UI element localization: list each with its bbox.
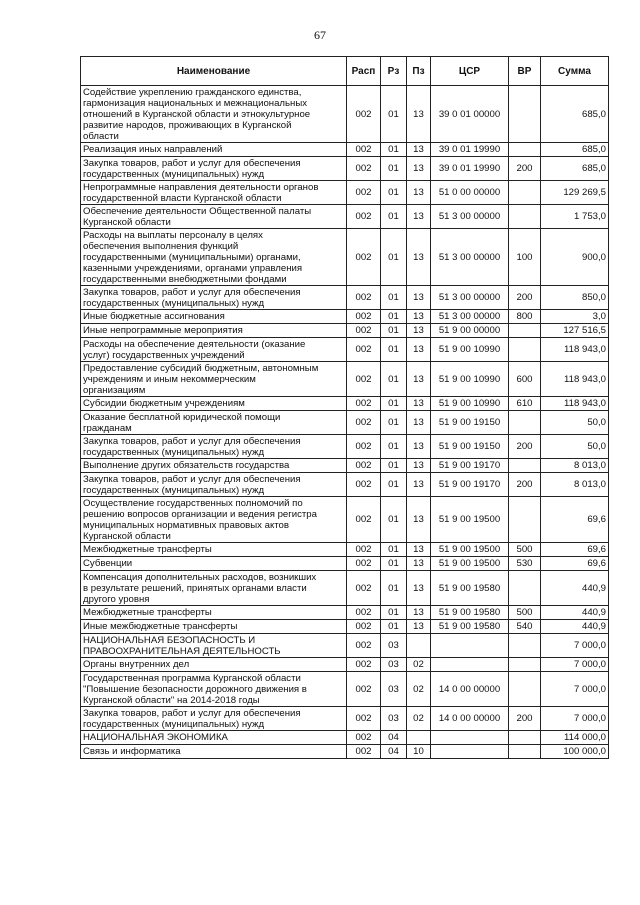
- cell-name-line: Межбюджетные трансферты: [83, 544, 212, 555]
- cell-vr: [509, 143, 541, 157]
- cell-rz: 01: [381, 557, 407, 571]
- header-vr: ВР: [509, 57, 541, 86]
- cell-name-line: Курганской области: [83, 530, 171, 542]
- cell-name: [81, 435, 347, 459]
- cell-vr: 530: [509, 557, 541, 571]
- cell-pz: 13: [407, 143, 431, 157]
- cell-rz: 01: [381, 497, 407, 543]
- cell-name-line: Закупка товаров, работ и услуг для обеспечения: [83, 286, 301, 298]
- table-row: [81, 181, 609, 205]
- table-row: [81, 397, 609, 411]
- table-row: [81, 310, 609, 324]
- cell-rasp: 002: [347, 473, 381, 497]
- cell-sum: 50,0: [541, 435, 609, 459]
- cell-name: [81, 731, 347, 745]
- cell-sum: 440,9: [541, 606, 609, 620]
- table-row: [81, 411, 609, 435]
- cell-rz: 01: [381, 143, 407, 157]
- cell-csr: 51 9 00 10990: [431, 397, 509, 411]
- cell-name-line: Курганской области" на 2014-2018 годы: [83, 694, 260, 706]
- cell-name-line: отношений в Курганской области и этнокультурное: [83, 108, 311, 120]
- cell-rz: 01: [381, 620, 407, 634]
- cell-sum: 685,0: [541, 143, 609, 157]
- cell-sum: 3,0: [541, 310, 609, 324]
- cell-vr: [509, 497, 541, 543]
- table-row: [81, 86, 609, 143]
- cell-name-line: Курганской области: [83, 216, 171, 228]
- header-csr: ЦСР: [431, 57, 509, 86]
- cell-rasp: 002: [347, 543, 381, 557]
- cell-rz: 01: [381, 435, 407, 459]
- cell-name: [81, 229, 347, 286]
- cell-sum: 685,0: [541, 86, 609, 143]
- table-row: [81, 543, 609, 557]
- cell-name-line: гражданам: [83, 422, 132, 434]
- cell-rz: 01: [381, 286, 407, 310]
- cell-name-line: Межбюджетные трансферты: [83, 607, 212, 618]
- cell-sum: 685,0: [541, 157, 609, 181]
- cell-name: [81, 707, 347, 731]
- cell-pz: 02: [407, 672, 431, 707]
- table-row: [81, 672, 609, 707]
- cell-vr: 540: [509, 620, 541, 634]
- cell-csr: [431, 731, 509, 745]
- cell-rz: 01: [381, 571, 407, 606]
- cell-name-line: развитие народов, проживающих в Курганской: [83, 119, 292, 131]
- cell-rasp: 002: [347, 557, 381, 571]
- cell-name-line: Связь и информатика: [83, 746, 181, 757]
- table-row: [81, 497, 609, 543]
- cell-rasp: 002: [347, 459, 381, 473]
- cell-pz: 13: [407, 543, 431, 557]
- cell-csr: 51 9 00 00000: [431, 324, 509, 338]
- cell-csr: 51 3 00 00000: [431, 286, 509, 310]
- cell-rz: 01: [381, 181, 407, 205]
- table-row: [81, 620, 609, 634]
- cell-vr: 800: [509, 310, 541, 324]
- table-row: [81, 324, 609, 338]
- cell-pz: 13: [407, 497, 431, 543]
- cell-name-line: Иные бюджетные ассигнования: [83, 311, 225, 322]
- table-row: [81, 707, 609, 731]
- cell-pz: 13: [407, 229, 431, 286]
- cell-name-line: Реализация иных направлений: [83, 144, 223, 155]
- cell-rz: 01: [381, 543, 407, 557]
- cell-vr: [509, 205, 541, 229]
- cell-name: [81, 543, 347, 557]
- table-row: [81, 658, 609, 672]
- cell-rasp: 002: [347, 658, 381, 672]
- cell-pz: 13: [407, 86, 431, 143]
- cell-rz: 03: [381, 672, 407, 707]
- cell-sum: 100 000,0: [541, 745, 609, 759]
- cell-rz: 01: [381, 338, 407, 362]
- cell-sum: 7 000,0: [541, 634, 609, 658]
- cell-sum: 8 013,0: [541, 473, 609, 497]
- table-row: [81, 338, 609, 362]
- cell-vr: [509, 411, 541, 435]
- cell-name: [81, 634, 347, 658]
- cell-csr: 39 0 01 19990: [431, 157, 509, 181]
- cell-name-line: Выполнение других обязательств государства: [83, 460, 290, 471]
- table-row: [81, 745, 609, 759]
- cell-name-line: Закупка товаров, работ и услуг для обеспечения: [83, 473, 301, 485]
- cell-rz: 01: [381, 411, 407, 435]
- table-body: [81, 86, 609, 759]
- cell-rz: 04: [381, 745, 407, 759]
- cell-csr: 51 3 00 00000: [431, 205, 509, 229]
- cell-sum: 7 000,0: [541, 707, 609, 731]
- cell-name-line: Закупка товаров, работ и услуг для обеспечения: [83, 157, 301, 169]
- header-pz: Пз: [407, 57, 431, 86]
- cell-name: [81, 497, 347, 543]
- cell-csr: 14 0 00 00000: [431, 707, 509, 731]
- cell-vr: [509, 459, 541, 473]
- cell-rasp: 002: [347, 362, 381, 397]
- cell-name: [81, 157, 347, 181]
- cell-rz: 01: [381, 397, 407, 411]
- cell-rz: 01: [381, 324, 407, 338]
- cell-rz: 03: [381, 634, 407, 658]
- cell-pz: 13: [407, 411, 431, 435]
- cell-name-line: другого уровня: [83, 593, 150, 605]
- cell-sum: 7 000,0: [541, 658, 609, 672]
- cell-name-line: Обеспечение деятельности Общественной палаты: [83, 205, 312, 217]
- cell-name-line: государственных (муниципальных) нужд: [83, 446, 265, 458]
- cell-csr: 51 0 00 00000: [431, 181, 509, 205]
- page-number: 67: [314, 28, 326, 42]
- cell-sum: 118 943,0: [541, 362, 609, 397]
- header-sum: Сумма: [541, 57, 609, 86]
- cell-vr: 200: [509, 286, 541, 310]
- cell-name-line: Осуществление государственных полномочий по: [83, 497, 303, 509]
- cell-name-line: казенными учреждениями, органами управления: [83, 262, 303, 274]
- cell-name-line: Предоставление субсидий бюджетным, автономным: [83, 362, 319, 374]
- table-row: [81, 362, 609, 397]
- cell-name-line: государственных (муниципальных) нужд: [83, 718, 265, 730]
- cell-vr: [509, 324, 541, 338]
- cell-pz: 13: [407, 362, 431, 397]
- cell-name-line: Непрограммные направления деятельности органов: [83, 181, 319, 193]
- cell-name: [81, 606, 347, 620]
- table-row: [81, 143, 609, 157]
- cell-pz: 13: [407, 606, 431, 620]
- cell-name: [81, 338, 347, 362]
- cell-rasp: 002: [347, 143, 381, 157]
- table-row: [81, 557, 609, 571]
- cell-name: [81, 143, 347, 157]
- cell-name-line: в результате решений, принятых органами власти: [83, 582, 307, 594]
- cell-name-line: Субвенции: [83, 558, 133, 569]
- table-row: [81, 205, 609, 229]
- cell-name: [81, 181, 347, 205]
- cell-csr: 51 9 00 10990: [431, 338, 509, 362]
- table-row: [81, 473, 609, 497]
- cell-rasp: 002: [347, 606, 381, 620]
- cell-name-line: НАЦИОНАЛЬНАЯ ЭКОНОМИКА: [83, 732, 228, 743]
- cell-rasp: 002: [347, 620, 381, 634]
- cell-csr: 51 9 00 19580: [431, 620, 509, 634]
- cell-rasp: 002: [347, 707, 381, 731]
- cell-name-line: услуг) государственных учреждений: [83, 349, 245, 361]
- cell-name-line: Оказание бесплатной юридической помощи: [83, 411, 281, 423]
- cell-rasp: 002: [347, 397, 381, 411]
- cell-csr: 51 3 00 00000: [431, 310, 509, 324]
- cell-name: [81, 86, 347, 143]
- cell-vr: [509, 634, 541, 658]
- cell-name-line: муниципальных нормативных правовых актов: [83, 519, 289, 531]
- cell-rz: 01: [381, 229, 407, 286]
- cell-rz: 01: [381, 205, 407, 229]
- header-rz: Рз: [381, 57, 407, 86]
- cell-name-line: Расходы на обеспечение деятельности (оказание: [83, 338, 306, 350]
- cell-sum: 440,9: [541, 620, 609, 634]
- cell-pz: 13: [407, 557, 431, 571]
- cell-vr: 610: [509, 397, 541, 411]
- cell-pz: 10: [407, 745, 431, 759]
- cell-vr: 200: [509, 435, 541, 459]
- table-row: [81, 229, 609, 286]
- cell-rasp: 002: [347, 745, 381, 759]
- cell-csr: 51 9 00 19580: [431, 606, 509, 620]
- cell-rasp: 002: [347, 86, 381, 143]
- cell-csr: 51 9 00 19580: [431, 571, 509, 606]
- table-row: [81, 435, 609, 459]
- table-row: [81, 157, 609, 181]
- cell-name-line: Закупка товаров, работ и услуг для обеспечения: [83, 435, 301, 447]
- cell-name-line: организациям: [83, 384, 146, 396]
- cell-rz: 01: [381, 157, 407, 181]
- cell-name: [81, 397, 347, 411]
- table-row: [81, 459, 609, 473]
- header-name: Наименование: [81, 57, 347, 86]
- cell-vr: 200: [509, 157, 541, 181]
- cell-vr: 600: [509, 362, 541, 397]
- cell-pz: 13: [407, 397, 431, 411]
- cell-rz: 01: [381, 362, 407, 397]
- cell-rasp: 002: [347, 497, 381, 543]
- cell-rz: 01: [381, 86, 407, 143]
- cell-pz: 13: [407, 181, 431, 205]
- cell-vr: [509, 731, 541, 745]
- cell-sum: 50,0: [541, 411, 609, 435]
- cell-vr: [509, 86, 541, 143]
- cell-name: [81, 571, 347, 606]
- cell-vr: [509, 672, 541, 707]
- cell-sum: 440,9: [541, 571, 609, 606]
- cell-rasp: 002: [347, 324, 381, 338]
- cell-name-line: государственными (муниципальными) органами,: [83, 251, 301, 263]
- cell-sum: 69,6: [541, 543, 609, 557]
- cell-name: [81, 324, 347, 338]
- cell-rasp: 002: [347, 634, 381, 658]
- cell-rz: 01: [381, 310, 407, 324]
- cell-name: [81, 745, 347, 759]
- cell-pz: 13: [407, 571, 431, 606]
- cell-sum: 1 753,0: [541, 205, 609, 229]
- cell-sum: 118 943,0: [541, 338, 609, 362]
- cell-sum: 69,6: [541, 557, 609, 571]
- cell-csr: 51 9 00 19170: [431, 459, 509, 473]
- cell-vr: [509, 571, 541, 606]
- cell-sum: 900,0: [541, 229, 609, 286]
- cell-name: [81, 205, 347, 229]
- cell-pz: 13: [407, 205, 431, 229]
- cell-name-line: НАЦИОНАЛЬНАЯ БЕЗОПАСНОСТЬ И: [83, 634, 256, 646]
- cell-vr: [509, 745, 541, 759]
- cell-rasp: 002: [347, 571, 381, 606]
- cell-sum: 7 000,0: [541, 672, 609, 707]
- cell-rasp: 002: [347, 205, 381, 229]
- cell-csr: 51 9 00 19500: [431, 543, 509, 557]
- cell-name-line: Закупка товаров, работ и услуг для обеспечения: [83, 707, 301, 719]
- cell-name-line: Государственная программа Курганской области: [83, 672, 301, 684]
- cell-csr: [431, 745, 509, 759]
- cell-name-line: области: [83, 130, 119, 142]
- cell-rz: 03: [381, 707, 407, 731]
- cell-csr: 51 9 00 10990: [431, 362, 509, 397]
- cell-name: [81, 286, 347, 310]
- cell-name-line: Иные межбюджетные трансферты: [83, 621, 238, 632]
- cell-pz: 13: [407, 157, 431, 181]
- cell-pz: 02: [407, 658, 431, 672]
- cell-csr: [431, 658, 509, 672]
- table-row: [81, 731, 609, 745]
- cell-pz: 13: [407, 324, 431, 338]
- cell-vr: 500: [509, 543, 541, 557]
- cell-name-line: Содействие укреплению гражданского единства,: [83, 86, 302, 98]
- cell-sum: 114 000,0: [541, 731, 609, 745]
- cell-name-line: Органы внутренних дел: [83, 659, 190, 670]
- cell-pz: 13: [407, 338, 431, 362]
- cell-pz: 13: [407, 620, 431, 634]
- cell-pz: 13: [407, 435, 431, 459]
- cell-name-line: Субсидии бюджетным учреждениям: [83, 398, 245, 409]
- cell-vr: 100: [509, 229, 541, 286]
- cell-name-line: учреждениям и иным некоммерческим: [83, 373, 256, 385]
- cell-name: [81, 557, 347, 571]
- table-row: [81, 571, 609, 606]
- cell-name-line: государственных (муниципальных) нужд: [83, 297, 265, 309]
- cell-name-line: Компенсация дополнительных расходов, возникших: [83, 571, 317, 583]
- cell-name-line: решению вопросов организации и ведения регистра: [83, 508, 317, 520]
- cell-name-line: обеспечения выполнения функций: [83, 240, 239, 252]
- cell-name-line: государственных (муниципальных) нужд: [83, 484, 265, 496]
- cell-name-line: государственных (муниципальных) нужд: [83, 168, 265, 180]
- cell-pz: 13: [407, 310, 431, 324]
- cell-sum: 118 943,0: [541, 397, 609, 411]
- table-header-row: [81, 57, 609, 86]
- cell-rasp: 002: [347, 229, 381, 286]
- cell-sum: 127 516,5: [541, 324, 609, 338]
- budget-table: [80, 56, 609, 759]
- cell-sum: 69,6: [541, 497, 609, 543]
- cell-csr: 51 9 00 19500: [431, 557, 509, 571]
- cell-pz: 02: [407, 707, 431, 731]
- cell-name: [81, 362, 347, 397]
- cell-vr: 200: [509, 473, 541, 497]
- cell-vr: [509, 658, 541, 672]
- cell-name-line: Расходы на выплаты персоналу в целях: [83, 229, 263, 241]
- cell-name: [81, 459, 347, 473]
- cell-csr: 51 9 00 19150: [431, 435, 509, 459]
- cell-name-line: гармонизация национальных и межнациональных: [83, 97, 308, 109]
- cell-name-line: государственной власти Курганской области: [83, 192, 282, 204]
- table-row: [81, 634, 609, 658]
- cell-vr: [509, 338, 541, 362]
- cell-rasp: 002: [347, 286, 381, 310]
- cell-csr: 51 9 00 19500: [431, 497, 509, 543]
- cell-csr: 51 9 00 19170: [431, 473, 509, 497]
- cell-rasp: 002: [347, 338, 381, 362]
- cell-pz: [407, 731, 431, 745]
- cell-csr: 39 0 01 19990: [431, 143, 509, 157]
- cell-rz: 01: [381, 606, 407, 620]
- table-row: [81, 606, 609, 620]
- cell-name: [81, 620, 347, 634]
- cell-csr: 51 3 00 00000: [431, 229, 509, 286]
- cell-rz: 04: [381, 731, 407, 745]
- cell-vr: 500: [509, 606, 541, 620]
- cell-pz: 13: [407, 473, 431, 497]
- cell-name: [81, 411, 347, 435]
- cell-rasp: 002: [347, 435, 381, 459]
- cell-pz: [407, 634, 431, 658]
- cell-rasp: 002: [347, 157, 381, 181]
- cell-rz: 01: [381, 473, 407, 497]
- cell-rasp: 002: [347, 731, 381, 745]
- cell-rz: 01: [381, 459, 407, 473]
- cell-csr: 51 9 00 19150: [431, 411, 509, 435]
- cell-name-line: Иные непрограммные мероприятия: [83, 325, 243, 336]
- cell-name: [81, 310, 347, 324]
- cell-sum: 8 013,0: [541, 459, 609, 473]
- cell-rasp: 002: [347, 181, 381, 205]
- cell-sum: 850,0: [541, 286, 609, 310]
- cell-csr: 39 0 01 00000: [431, 86, 509, 143]
- cell-csr: [431, 634, 509, 658]
- cell-name: [81, 473, 347, 497]
- cell-rz: 03: [381, 658, 407, 672]
- cell-name: [81, 658, 347, 672]
- cell-name-line: ПРАВООХРАНИТЕЛЬНАЯ ДЕЯТЕЛЬНОСТЬ: [83, 645, 281, 657]
- cell-rasp: 002: [347, 310, 381, 324]
- cell-vr: [509, 181, 541, 205]
- cell-name-line: "Повышение безопасности дорожного движения в: [83, 683, 307, 695]
- cell-vr: 200: [509, 707, 541, 731]
- table-row: [81, 286, 609, 310]
- cell-rasp: 002: [347, 411, 381, 435]
- cell-csr: 14 0 00 00000: [431, 672, 509, 707]
- cell-rasp: 002: [347, 672, 381, 707]
- cell-pz: 13: [407, 459, 431, 473]
- cell-name-line: государственными внебюджетными фондами: [83, 273, 287, 285]
- header-rasp: Расп: [347, 57, 381, 86]
- cell-name: [81, 672, 347, 707]
- cell-pz: 13: [407, 286, 431, 310]
- cell-sum: 129 269,5: [541, 181, 609, 205]
